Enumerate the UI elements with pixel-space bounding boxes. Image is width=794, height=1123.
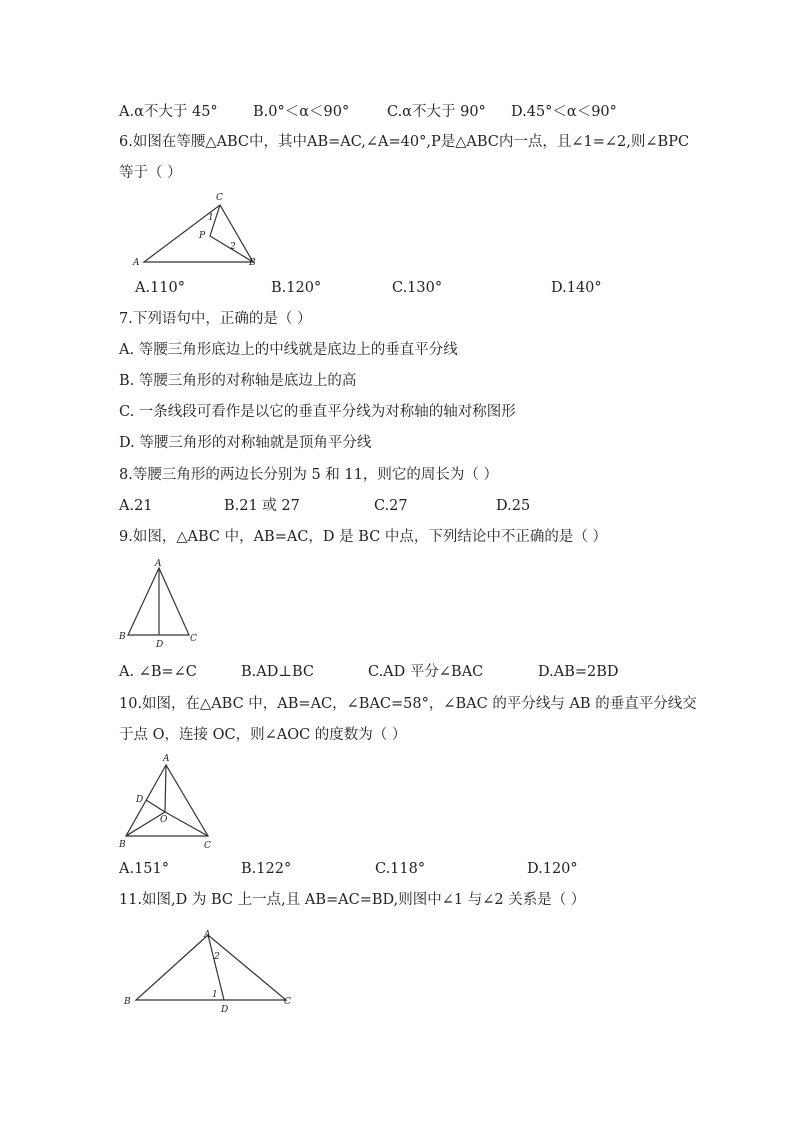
q8-option-b: B.21 或 27 — [224, 498, 300, 514]
q10-label-o: O — [160, 815, 168, 825]
q10-option-c: C.118° — [375, 861, 426, 877]
q8-option-d: D.25 — [496, 498, 531, 514]
q9-label-c: C — [190, 634, 197, 644]
q7-option-d: D. 等腰三角形的对称轴就是顶角平分线 — [119, 435, 372, 451]
q10-label-c: C — [204, 841, 211, 851]
q5-option-b: B.0°＜α＜90° — [253, 104, 350, 120]
q10-bisector-ao — [165, 765, 166, 812]
q10-option-d: D.120° — [527, 861, 578, 877]
q6-stem-line1: 6.如图在等腰△ABC中，其中AB=AC,∠A=40°,P是△ABC内一点，且∠1=∠2,则∠BPC — [119, 134, 690, 150]
q6-figure — [132, 188, 262, 268]
q9-label-a: A — [155, 559, 162, 569]
q11-label-1: 1 — [212, 990, 218, 1000]
q6-label-p: P — [199, 231, 206, 241]
q10-option-a: A.151° — [119, 861, 170, 877]
q7-option-a: A. 等腰三角形底边上的中线就是底边上的垂直平分线 — [119, 342, 458, 358]
q6-label-1: 1 — [208, 213, 214, 223]
q10-label-d: D — [136, 795, 144, 805]
q10-stem-line2: 于点 O，连接 OC，则∠AOC 的度数为（ ） — [119, 727, 407, 743]
q9-option-a: A. ∠B=∠C — [119, 664, 197, 680]
q11-label-b: B — [124, 997, 131, 1007]
q9-stem: 9.如图，△ABC 中，AB=AC，D 是 BC 中点，下列结论中不正确的是（ ） — [119, 529, 608, 545]
q9-option-b: B.AD⊥BC — [241, 664, 315, 680]
q6-point-p-segments — [210, 205, 253, 262]
q8-option-c: C.27 — [374, 498, 408, 514]
q10-label-a: A — [163, 754, 170, 764]
q8-option-a: A.21 — [119, 498, 153, 514]
q9-label-d: D — [156, 640, 164, 650]
q11-label-c: C — [284, 997, 291, 1007]
q6-stem-line2: 等于（ ） — [119, 165, 182, 181]
q11-label-a: A — [204, 930, 211, 940]
q6-label-2: 2 — [230, 242, 236, 252]
q6-option-d: D.140° — [551, 280, 602, 296]
q6-label-c: C — [216, 193, 223, 203]
q10-option-b: B.122° — [241, 861, 292, 877]
q6-option-a: A.110° — [135, 280, 186, 296]
q11-label-d: D — [221, 1005, 229, 1015]
q9-figure — [118, 558, 203, 648]
q6-option-b: B.120° — [271, 280, 322, 296]
q10-figure — [116, 750, 216, 850]
q6-label-b: B — [249, 258, 256, 268]
q9-option-d: D.AB=2BD — [538, 664, 619, 680]
q11-label-2: 2 — [214, 952, 220, 962]
q7-option-b: B. 等腰三角形的对称轴是底边上的高 — [119, 373, 357, 389]
q6-option-c: C.130° — [392, 280, 443, 296]
q5-option-c: C.α不大于 90° — [387, 104, 486, 120]
q5-option-a: A.α不大于 45° — [119, 104, 218, 120]
q11-stem: 11.如图,D 为 BC 上一点,且 AB=AC=BD,则图中∠1 与∠2 关系是（ ） — [119, 892, 586, 908]
q9-option-c: C.AD 平分∠BAC — [368, 664, 484, 680]
q8-stem: 8.等腰三角形的两边长分别为 5 和 11，则它的周长为（ ） — [119, 467, 498, 483]
q7-stem: 7.下列语句中，正确的是（ ） — [119, 311, 312, 327]
q11-figure — [120, 925, 300, 1015]
q10-perpendicular-do — [146, 800, 165, 812]
q6-label-a: A — [133, 258, 140, 268]
q10-stem-line1: 10.如图，在△ABC 中，AB=AC，∠BAC=58°，∠BAC 的平分线与 AB 的垂直平分线交 — [119, 696, 697, 712]
q7-option-c: C. 一条线段可看作是以它的垂直平分线为对称轴的轴对称图形 — [119, 404, 516, 420]
q10-label-b: B — [119, 840, 126, 850]
q9-label-b: B — [119, 632, 126, 642]
q5-option-d: D.45°＜α＜90° — [511, 104, 617, 120]
